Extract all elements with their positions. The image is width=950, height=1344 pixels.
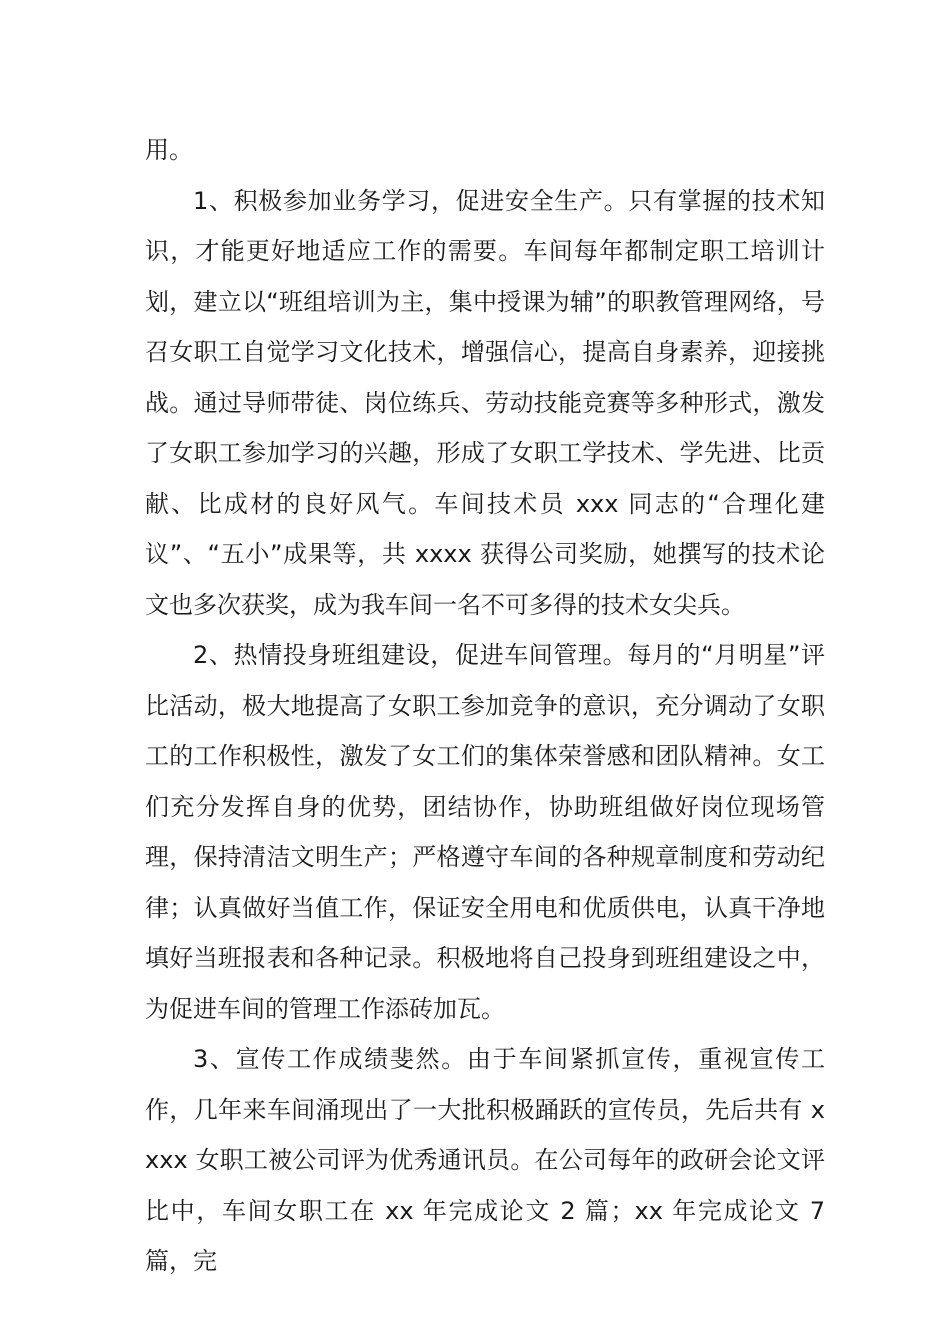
paragraph-study: 1、积极参加业务学习，促进安全生产。只有掌握的技术知识，才能更好地适应工作的需要。车间每年都制定职工培训计划，建立以“班组培训为主，集中授课为辅”的职教管理网络，号召女职工自觉学习文化技术，增强信心，提高自身素养，迎接挑战。通过导师带徒、岗位练兵、劳动技能竞赛等多种形式，激发了女职工参加学习的兴趣，形成了女职工学技术、学先进、比贡献、比成材的良好风气。车间技术员 xxx 同志的“合理化建议”、“五小”成果等，共 xxxx 获得公司奖励，她撰写的技术论文也多次获奖，成为我车间一名不可多得的技术女尖兵。: [145, 186, 825, 619]
document-body: [145, 125, 825, 1287]
paragraph-publicity: 3、宣传工作成绩斐然。由于车间紧抓宣传，重视宣传工作，几年来车间涌现出了一大批积极踊跃的宣传员，先后共有 xxxx 女职工被公司评为优秀通讯员。在公司每年的政研会论文评比中，车间女职工在 xx 年完成论文 2 篇；xx 年完成论文 7 篇，完: [145, 1045, 825, 1275]
paragraph-continuation: 用。: [145, 136, 193, 164]
paragraph-team-building: 2、热情投身班组建设，促进车间管理。每月的“月明星”评比活动，极大地提高了女职工参加竞争的意识，充分调动了女职工的工作积极性，激发了女工们的集体荣誉感和团队精神。女工们充分发挥自身的优势，团结协作，协助班组做好岗位现场管理，保持清洁文明生产；严格遵守车间的各种规章制度和劳动纪律；认真做好当值工作，保证安全用电和优质供电，认真干净地填好当班报表和各种记录。积极地将自己投身到班组建设之中，为促进车间的管理工作添砖加瓦。: [145, 641, 825, 1023]
